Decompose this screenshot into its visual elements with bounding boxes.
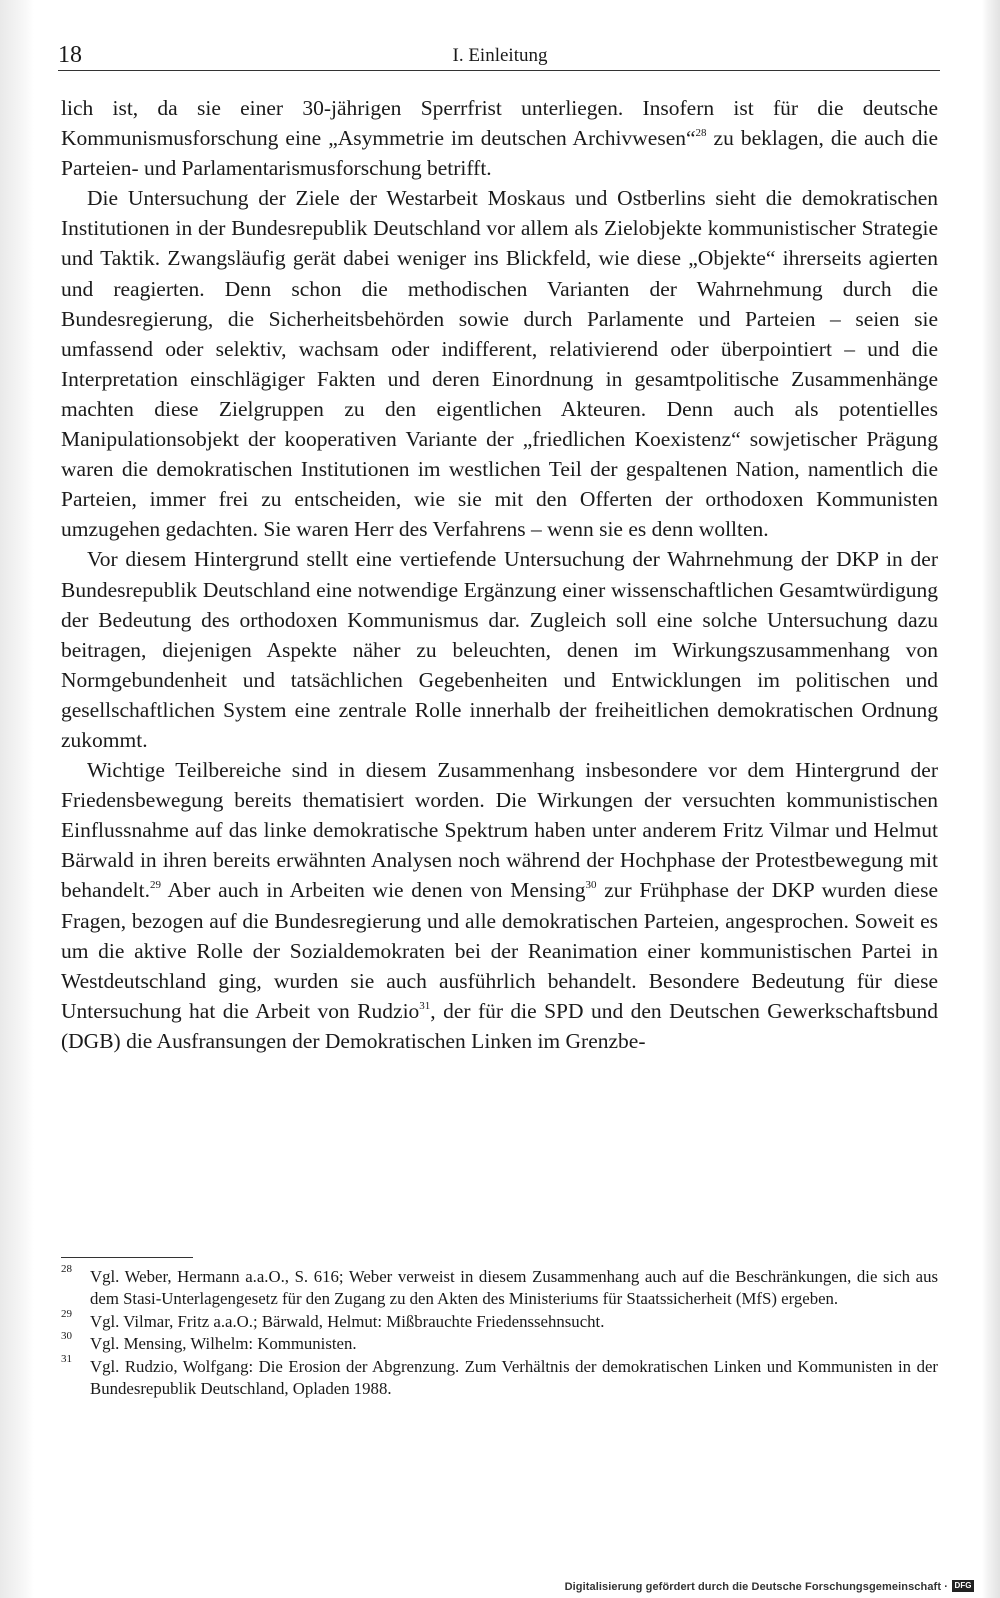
header-rule [58, 70, 940, 71]
footnote-28 [61, 1263, 938, 1311]
dfg-logo: DFG [952, 1580, 974, 1592]
scan-left-edge [0, 0, 34, 1598]
footnote-29 [61, 1307, 938, 1333]
footnote-text: Vgl. Vilmar, Fritz a.a.O.; Bärwald, Helmut: Mißbrauchte Friedenssehnsucht. [90, 1311, 605, 1331]
footnote-30 [61, 1330, 938, 1355]
body-text [61, 93, 938, 1056]
footnote-ref-29[interactable]: 29 [149, 879, 161, 892]
paragraph-4: Wichtige Teilbereiche sind in diesem Zusammenhang insbesondere vor dem Hintergrund der Friedensbewegung bereits thematisiert worden. Die Wirkungen der versuchten kommunistischen Einflussnahme auf das linke demokratische Spektrum haben unter anderem Fritz Vilmar und Helmut Bärwald in ihren bereits erwähnten Analysen noch während der Hochphase der Protestbewegung mit behandelt.$^{29}$ Aber auch in Arbeiten wie denen von Mensing$^{30}$ zur Frühphase der DKP wurden diese Fragen, bezogen auf die Bundesregierung und alle demokratischen Parteien, angesprochen. Soweit es um die aktive Rolle der Sozialdemokraten bei der Reanimation einer kommunistischen Partei in Westdeutschland ging, wurden sie auch ausführlich behandelt. Besondere Bedeutung für diese Untersuchung hat die Arbeit von Rudzio$^{31}$, der für die SPD und den Deutschen Gewerkschaftsbund (DGB) die Ausfransungen der Demokratischen Linken im Grenzbe- [61, 758, 939, 1053]
footnote-rule [61, 1257, 193, 1258]
footnote-31 [61, 1352, 938, 1401]
footnote-ref-30[interactable]: 30 [585, 879, 597, 892]
running-head: I. Einleitung [452, 45, 548, 66]
paragraph-2: Die Untersuchung der Ziele der Westarbeit Moskaus und Ostberlins sieht die demokratischen Institutionen in der Bundesrepublik Deutschland vor allem als Zielobjekte kommunistischer Strategie und Taktik. Zwangsläufig gerät dabei weniger ins Blickfeld, wie diese „Objekte“ ihrerseits agierten und reagierten. Denn schon die methodischen Varianten der Wahrnehmung durch die Bundesregierung, die Sicherheitsbehörden sowie durch Parlamente und Parteien – seien sie umfassend oder selektiv, wachsam oder indifferent, relativierend oder überpointiert – und die Interpretation einschlägiger Fakten und deren Einordnung in gesamtpolitische Zusammenhänge machten diese Zielgruppen zu den eigentlichen Akteuren. Denn auch als potentielles Manipulationsobjekt der kooperativen Variante der „friedlichen Koexistenz“ sowjetischer Prägung waren die demokratischen Institutionen im westlichen Teil der gespaltenen Nation, namentlich die Parteien, immer frei zu entscheiden, wie sie mit den Offerten der orthodoxen Kommunisten umzugehen gedachten. Sie waren Herr des Verfahrens – wenn sie es denn wollten. [61, 186, 938, 542]
paragraph-1: lich ist, da sie einer 30-jährigen Sperrfrist unterliegen. Insofern ist für die deutsche Kommunismusforschung eine „Asymmetrie im deutschen Archivwesen“$^{28}$ zu beklagen, die auch die Parteien- und Parlamentarismusforschung betrifft. [61, 96, 938, 181]
scan-right-edge [982, 0, 1000, 1598]
footnote-number: 28 [61, 1263, 72, 1275]
footnote-number: 29 [61, 1307, 72, 1320]
paragraph-3: Vor diesem Hintergrund stellt eine vertiefende Untersuchung der Wahrnehmung der DKP in der Bundesrepublik Deutschland eine notwendige Ergänzung einer wissenschaftlichen Gesamtwürdigung der Bedeutung des orthodoxen Kommunismus dar. Zugleich soll eine solche Untersuchung dazu beitragen, diejenigen Aspekte näher zu beleuchten, denen im Wirkungszusammenhang von Normgebundenheit und tatsächlichen Gegebenheiten und Entwicklungen im politischen und gesellschaftlichen System eine zentrale Rolle innerhalb der freiheitlichen demokratischen Ordnung zukommt. [61, 547, 938, 752]
footnote-text: Vgl. Mensing, Wilhelm: Kommunisten. [90, 1334, 357, 1354]
footnotes [61, 1263, 938, 1400]
footnote-number: 30 [61, 1330, 72, 1343]
page-number: 18 [58, 42, 82, 68]
digitization-credit: Digitalisierung gefördert durch die Deutsche Forschungsgemeinschaft · [564, 1581, 948, 1593]
footnote-ref-31[interactable]: 31 [419, 999, 431, 1012]
footnote-text: Vgl. Weber, Hermann a.a.O., S. 616; Weber verweist in diesem Zusammenhang auch auf die Beschränkungen, die sich aus dem Stasi-Unterlagengesetz für den Zugang zu den Akten des Ministeriums für Staatssicherheit (MfS) ergeben. [90, 1267, 938, 1309]
footnote-text: Vgl. Rudzio, Wolfgang: Die Erosion der Abgrenzung. Zum Verhältnis der demokratischen Linken und Kommunisten in der Bundesrepublik Deutschland, Opladen 1988. [90, 1356, 938, 1399]
footnote-ref-28[interactable]: 28 [695, 127, 707, 140]
footnote-number: 31 [61, 1352, 72, 1365]
